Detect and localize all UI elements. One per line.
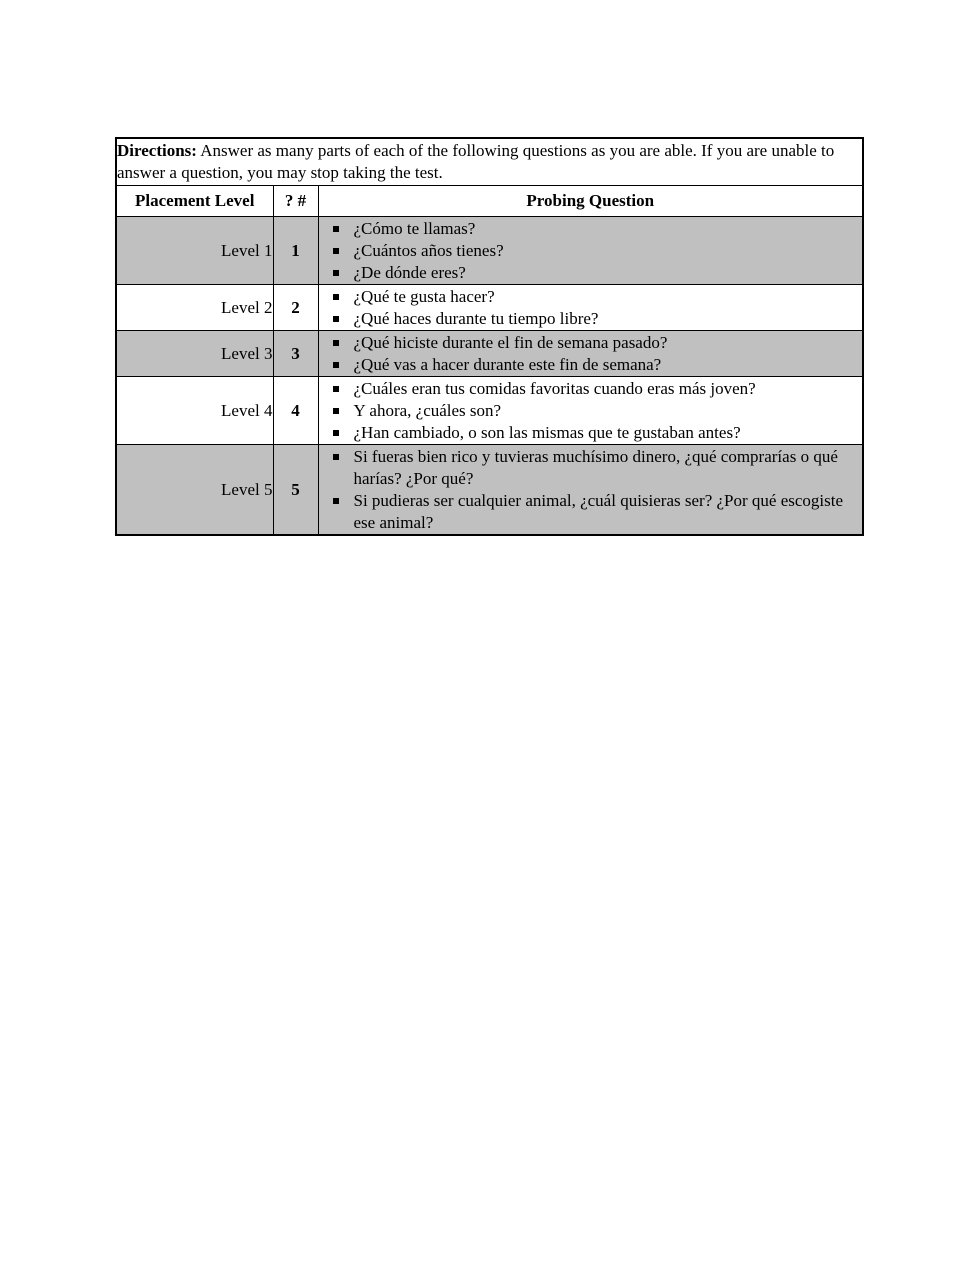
bullet-icon	[333, 248, 339, 254]
question-text: Si fueras bien rico y tuvieras muchísimo dinero, ¿qué comprarías o qué harías? ¿Por qué?	[353, 447, 838, 488]
question-item	[319, 240, 845, 262]
directions-cell	[116, 138, 863, 186]
bullet-icon	[333, 270, 339, 276]
bullet-icon	[333, 340, 339, 346]
question-number: 2	[273, 285, 318, 331]
question-number: 5	[273, 445, 318, 536]
question-text: ¿Qué te gusta hacer?	[353, 287, 495, 306]
questions-cell	[318, 377, 863, 445]
question-text: ¿Cuáles eran tus comidas favoritas cuando eras más joven?	[353, 379, 756, 398]
questions-cell	[318, 331, 863, 377]
level-label: Level 2	[116, 285, 273, 331]
question-list	[319, 285, 863, 330]
question-list	[319, 445, 863, 534]
bullet-icon	[333, 362, 339, 368]
question-item	[319, 218, 845, 240]
placement-test-table	[115, 137, 864, 536]
question-text: Si pudieras ser cualquier animal, ¿cuál quisieras ser? ¿Por qué escogiste ese animal?	[353, 491, 844, 532]
question-text: ¿De dónde eres?	[353, 263, 466, 282]
directions-text: Answer as many parts of each of the following questions as you are able. If you are unable to answer a question, you may stop taking the test.	[117, 141, 835, 182]
question-text: ¿Cómo te llamas?	[353, 219, 476, 238]
bullet-icon	[333, 498, 339, 504]
question-number: 4	[273, 377, 318, 445]
question-item	[319, 490, 845, 534]
question-list	[319, 217, 863, 284]
questions-cell	[318, 445, 863, 536]
question-text: Y ahora, ¿cuáles son?	[353, 401, 502, 420]
header-placement-level: Placement Level	[116, 186, 273, 217]
question-text: ¿Han cambiado, o son las mismas que te gustaban antes?	[353, 423, 741, 442]
question-item	[319, 422, 845, 444]
table-row-level-4	[116, 377, 863, 445]
directions-label: Directions:	[117, 141, 197, 160]
question-item	[319, 400, 845, 422]
questions-cell	[318, 285, 863, 331]
question-item	[319, 378, 845, 400]
question-number: 1	[273, 217, 318, 285]
question-list	[319, 331, 863, 376]
question-item	[319, 262, 845, 284]
table-row-level-5	[116, 445, 863, 536]
bullet-icon	[333, 430, 339, 436]
questions-cell	[318, 217, 863, 285]
bullet-icon	[333, 386, 339, 392]
bullet-icon	[333, 408, 339, 414]
level-label: Level 3	[116, 331, 273, 377]
header-row	[116, 186, 863, 217]
question-item	[319, 446, 845, 490]
question-item	[319, 308, 845, 330]
table-row-level-2	[116, 285, 863, 331]
header-probing-question: Probing Question	[318, 186, 863, 217]
question-text: ¿Qué vas a hacer durante este fin de semana?	[353, 355, 662, 374]
question-text: ¿Qué haces durante tu tiempo libre?	[353, 309, 599, 328]
bullet-icon	[333, 316, 339, 322]
question-text: ¿Qué hiciste durante el fin de semana pasado?	[353, 333, 668, 352]
level-label: Level 1	[116, 217, 273, 285]
question-item	[319, 354, 845, 376]
level-label: Level 5	[116, 445, 273, 536]
directions-row	[116, 138, 863, 186]
bullet-icon	[333, 226, 339, 232]
question-item	[319, 332, 845, 354]
question-text: ¿Cuántos años tienes?	[353, 241, 504, 260]
question-item	[319, 286, 845, 308]
header-question-number: ? #	[273, 186, 318, 217]
level-label: Level 4	[116, 377, 273, 445]
bullet-icon	[333, 454, 339, 460]
table-row-level-1	[116, 217, 863, 285]
table-row-level-3	[116, 331, 863, 377]
question-list	[319, 377, 863, 444]
bullet-icon	[333, 294, 339, 300]
question-number: 3	[273, 331, 318, 377]
